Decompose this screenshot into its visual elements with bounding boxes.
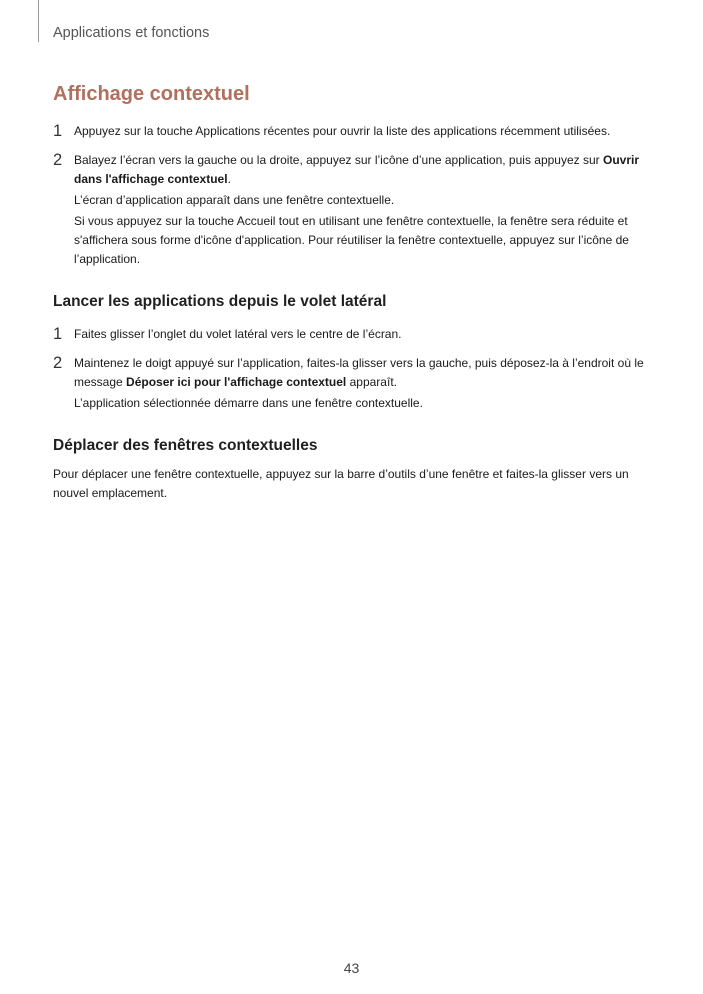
page-number: 43 xyxy=(343,960,360,976)
step-note: L’application sélectionnée démarre dans une fenêtre contextuelle. xyxy=(74,396,423,410)
step-number: 1 xyxy=(53,325,63,343)
step-text-pre: Maintenez le doigt appuyé sur l’application, faites-la glisser vers la gauche, puis déposez-la à l’endroit où le message xyxy=(74,356,644,389)
step-text xyxy=(74,354,645,392)
message-deposer-ici: Déposer ici pour l'affichage contextuel xyxy=(126,375,347,389)
step-1 xyxy=(53,122,645,141)
running-header: Applications et fonctions xyxy=(53,25,210,41)
section-title-affichage-contextuel: Affichage contextuel xyxy=(53,83,250,105)
step-2 xyxy=(53,354,645,413)
step-text: Appuyez sur la touche Applications récentes pour ouvrir la liste des applications récemment utilisées. xyxy=(74,124,611,138)
subsection-title-volet-lateral: Lancer les applications depuis le volet latéral xyxy=(53,293,387,310)
header-divider xyxy=(38,0,39,42)
menu-option-ouvrir-affichage: Ouvrir dans l'affichage contextuel xyxy=(74,153,639,186)
step-1 xyxy=(53,325,645,344)
step-number: 2 xyxy=(53,151,63,169)
page-content xyxy=(53,80,645,503)
step-number: 1 xyxy=(53,122,63,140)
step-text-post: apparaît. xyxy=(346,375,397,389)
step-text-post: . xyxy=(227,172,231,186)
step-2 xyxy=(53,151,645,269)
subsection-title-deplacer-fenetres: Déplacer des fenêtres contextuelles xyxy=(53,437,318,454)
step-note: L’écran d’application apparaît dans une fenêtre contextuelle. xyxy=(74,193,395,207)
paragraph-deplacer: Pour déplacer une fenêtre contextuelle, appuyez sur la barre d’outils d’une fenêtre et faites-la glisser vers un nouvel emplacement. xyxy=(53,467,629,500)
step-text-pre: Balayez l’écran vers la gauche ou la droite, appuyez sur l’icône d’une application, puis appuyez sur xyxy=(74,153,603,167)
step-text: Faites glisser l’onglet du volet latéral vers le centre de l’écran. xyxy=(74,327,402,341)
step-number: 2 xyxy=(53,354,63,372)
step-note: Si vous appuyez sur la touche Accueil tout en utilisant une fenêtre contextuelle, la fenêtre sera réduite et s'affichera sous forme d'icône d'application. Pour réutiliser la fenêtre contextuelle, appuyez sur l’icône de l’application. xyxy=(74,214,629,266)
step-text xyxy=(74,151,645,189)
